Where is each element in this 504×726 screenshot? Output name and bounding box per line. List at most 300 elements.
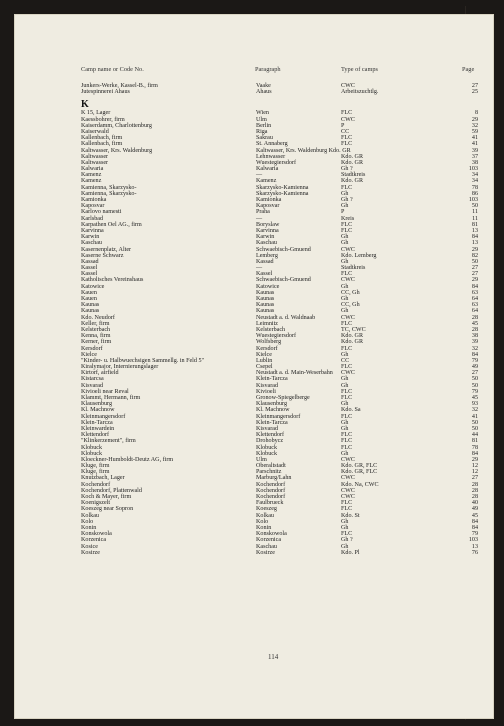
camp-name-cell: Kassel: [81, 265, 98, 272]
page-ref-cell: 38: [471, 159, 478, 166]
page-ref-cell: 34: [471, 178, 478, 185]
header-paragraph: Paragraph: [255, 66, 281, 73]
page-ref-cell: 29: [471, 277, 478, 284]
camp-name-cell: Kasernenplatz, Alter: [81, 246, 132, 253]
page-ref-cell: 29: [471, 116, 478, 123]
camp-type-cell: Kdo. GR: [341, 339, 364, 346]
camp-name-cell: Kamionka: [81, 197, 107, 203]
camp-type-cell: FLC: [341, 413, 353, 420]
page-ref-cell: 13: [471, 543, 478, 550]
camp-name-cell: Klausenburg: [81, 401, 113, 408]
camp-name-cell: Kaltwasser: [81, 159, 109, 166]
paragraph-cell: Lemberg: [256, 252, 278, 259]
camp-type-cell: Kdo. Pl: [341, 549, 360, 556]
camp-name-cell: Kauen: [81, 296, 97, 302]
camp-type-cell: Kdo. GR: [341, 333, 364, 340]
page-ref-cell: 39: [471, 147, 478, 154]
camp-name-cell: Koch & Mayer, firm: [81, 494, 132, 500]
camp-name-cell: Karlsbad: [81, 215, 103, 222]
paragraph-cell: Kochendorf: [256, 487, 286, 494]
page-ref-cell: 27: [471, 271, 478, 278]
camp-type-cell: Gh: [341, 401, 349, 408]
paragraph-cell: Wien: [256, 110, 269, 117]
camp-name-cell: Kaunas: [81, 308, 100, 315]
camp-type-cell: CWC: [341, 456, 355, 463]
camp-type-cell: FLC: [341, 388, 353, 395]
camp-type-cell: FLC: [341, 135, 353, 142]
page-ref-cell: 45: [471, 395, 478, 401]
paragraph-cell: Leimnitz: [256, 320, 278, 327]
page-ref-cell: 84: [471, 234, 478, 241]
paragraph-cell: Kaltwasser, Krs. Waldenburg Kdo. GR: [256, 147, 351, 154]
camp-type-cell: P: [341, 209, 345, 216]
camp-name-cell: "Klinkerzement", firm: [81, 438, 136, 445]
camp-type-cell: CWC: [341, 475, 355, 482]
camp-type-cell: CC, Gh: [341, 289, 360, 296]
page-ref-cell: 27: [471, 370, 478, 377]
camp-name-cell: Kaposvar: [81, 203, 105, 210]
camp-name-cell: Kalwaria: [81, 166, 104, 173]
page-ref-cell: 84: [471, 518, 478, 525]
paragraph-cell: Kaunas: [256, 308, 275, 315]
camp-name-cell: Kamienna, Skarzysko-: [81, 184, 137, 191]
paragraph-cell: Kersdorf: [256, 345, 278, 352]
page-ref-cell: 64: [471, 296, 478, 302]
paragraph-cell: Katowice: [256, 283, 280, 290]
camp-name-cell: Karpathen Oel AG., firm: [81, 221, 142, 228]
paragraph-cell: Kaposvar: [256, 203, 280, 210]
camp-type-cell: Kdo. Na, CWC: [341, 481, 379, 488]
paragraph-cell: Klein-Tarcza: [256, 376, 288, 383]
camp-type-cell: Kdo. St: [341, 512, 360, 519]
camp-type-cell: Kreis: [341, 215, 355, 222]
paragraph-cell: Vaake: [256, 83, 271, 89]
camp-name-cell: Konskowola: [81, 531, 112, 538]
camp-type-cell: Gh: [341, 283, 349, 290]
paragraph-cell: Klobuck: [256, 450, 277, 457]
camp-type-cell: Stadtkreis: [341, 172, 366, 179]
camp-type-cell: Gh: [341, 382, 349, 389]
paragraph-cell: Lehnwasser: [256, 153, 286, 160]
paragraph-cell: Kochendorf: [256, 481, 286, 488]
paragraph-cell: Kisvarad: [256, 382, 278, 389]
paragraph-cell: Kolkau: [256, 512, 274, 519]
camp-type-cell: Kdo. GR: [341, 159, 364, 166]
camp-type-cell: Kdo. Lemberg: [341, 252, 377, 259]
camp-type-cell: Gh: [341, 234, 349, 241]
paragraph-cell: Faulbrueck: [256, 500, 284, 507]
camp-type-cell: Gh ?: [341, 166, 353, 173]
page-number: 114: [268, 653, 279, 661]
paragraph-cell: Kalwaria: [256, 166, 279, 173]
camp-name-cell: Kaltwasser, Krs. Waldenburg: [81, 147, 153, 154]
camp-name-cell: Kassad: [81, 258, 99, 265]
camp-name-cell: Kassel: [81, 271, 98, 278]
paragraph-cell: Koeszeg: [256, 506, 277, 513]
camp-type-cell: Gh: [341, 351, 349, 358]
page-ref-cell: 41: [471, 141, 478, 148]
camp-type-cell: CC, Gh: [341, 302, 360, 309]
camp-name-cell: Kaessbohrer, firm: [81, 116, 125, 123]
page-ref-cell: 64: [471, 308, 478, 315]
page-ref-cell: 41: [471, 135, 478, 142]
page-ref-cell: 28: [471, 487, 478, 494]
camp-name-cell: Koeszeg near Sopron: [81, 506, 134, 513]
paragraph-cell: Klausenburg: [256, 401, 288, 408]
camp-name-cell: Kaiserwald: [81, 128, 109, 135]
camp-type-cell: FLC: [341, 444, 353, 451]
page-ref-cell: 81: [471, 221, 478, 228]
paragraph-cell: Konskowola: [256, 531, 287, 538]
camp-type-cell: FLC: [341, 110, 353, 117]
camp-type-cell: Kdo. Sa: [341, 407, 361, 414]
camp-name-cell: Keller, firm: [81, 320, 110, 327]
paragraph-cell: Riga: [256, 128, 268, 135]
paragraph-cell: Ahaus: [256, 89, 272, 96]
camp-name-cell: Koenigszelt: [81, 500, 111, 507]
camp-name-cell: Katowice: [81, 283, 105, 290]
paragraph-cell: Kaunas: [256, 296, 275, 302]
paragraph-cell: Neustadt a. d. Main-Weserbahn: [256, 370, 333, 377]
camp-type-cell: CWC: [341, 494, 355, 500]
camp-type-cell: Kdo. GR: [341, 153, 364, 160]
page-ref-cell: 8: [474, 110, 478, 117]
page-ref-cell: 45: [471, 512, 478, 519]
paragraph-cell: Parschnitz: [256, 469, 282, 476]
page-ref-cell: 82: [471, 252, 478, 259]
camp-name-cell: Kl. Machnow: [81, 407, 115, 414]
camp-type-cell: FLC: [341, 500, 353, 507]
paragraph-cell: Kosirze: [256, 549, 275, 556]
camp-type-cell: FLC: [341, 227, 353, 234]
page-ref-cell: 28: [471, 314, 478, 321]
camp-type-cell: Gh: [341, 190, 349, 197]
camp-name-cell: Kallenbach, firm: [81, 141, 123, 148]
paragraph-cell: Marburg/Lahn: [256, 475, 292, 482]
camp-name-cell: K 15, Lager: [81, 110, 111, 117]
page-ref-cell: 79: [471, 357, 478, 364]
page-ref-cell: 50: [471, 258, 478, 265]
camp-type-cell: FLC: [341, 438, 353, 445]
camp-name-cell: Kochendorf: [81, 481, 111, 488]
camp-type-cell: CWC: [341, 116, 355, 123]
camp-name-cell: Klammt, Hermann, firm: [81, 395, 141, 401]
camp-type-cell: P: [341, 122, 345, 129]
camp-name-cell: Kolo: [81, 518, 94, 525]
paragraph-cell: Kolo: [256, 518, 269, 525]
paragraph-cell: Karwin: [256, 234, 275, 241]
row-gap: [81, 95, 478, 99]
page-ref-cell: 76: [471, 549, 478, 556]
camp-type-cell: Gh: [341, 296, 349, 302]
paragraph-cell: Korzenica: [256, 537, 282, 544]
camp-name-cell: Klobuck: [81, 450, 102, 457]
page-ref-cell: 93: [471, 401, 478, 408]
paragraph-cell: Csepel: [256, 364, 273, 371]
camp-name-cell: Junkers-Werke, Kassel-B., firm: [81, 83, 158, 89]
page-ref-cell: 28: [471, 494, 478, 500]
camp-name-cell: Karwin: [81, 234, 100, 241]
camp-type-cell: FLC: [341, 184, 353, 191]
paragraph-cell: Praha: [256, 209, 270, 216]
camp-name-cell: Kleinmangersdorf: [81, 413, 126, 420]
page-ref-cell: 81: [471, 438, 478, 445]
camp-type-cell: Gh: [341, 524, 349, 531]
page-ref-cell: 32: [471, 122, 478, 129]
camp-type-cell: CWC: [341, 83, 355, 89]
page-ref-cell: 28: [471, 326, 478, 333]
page-ref-cell: 32: [471, 345, 478, 352]
page-ref-cell: 37: [471, 153, 478, 160]
camp-name-cell: Kistarcsa: [81, 376, 104, 383]
paragraph-cell: —: [256, 265, 263, 272]
camp-name-cell: Kluge, firm: [81, 469, 110, 476]
paragraph-cell: Kassad: [256, 258, 274, 265]
page-ref-cell: 13: [471, 240, 478, 247]
camp-type-cell: TC, CWC: [341, 326, 366, 333]
paragraph-cell: Klein-Tarcza: [256, 419, 288, 426]
page-ref-cell: 27: [471, 475, 478, 482]
paragraph-cell: Schwaebisch-Gmuend: [256, 246, 311, 253]
paragraph-cell: Kl. Machnow: [256, 407, 290, 414]
camp-name-cell: Kirtorf, airfield: [81, 370, 119, 377]
paragraph-cell: Sakrau: [256, 135, 273, 142]
camp-name-cell: Kdo. Neudorf: [81, 314, 115, 321]
camp-name-cell: Kloeckner-Humboldt-Deutz AG, firm: [81, 456, 174, 463]
paragraph-cell: Klettendorf: [256, 432, 285, 439]
camp-type-cell: CC: [341, 357, 350, 364]
camp-name-cell: Kolkau: [81, 512, 99, 519]
page-ref-cell: 63: [471, 289, 478, 296]
page-ref-cell: 50: [471, 203, 478, 210]
paragraph-cell: Kielce: [256, 351, 272, 358]
camp-type-cell: FLC: [341, 506, 353, 513]
camp-type-cell: FLC: [341, 141, 353, 148]
camp-name-cell: Kenna, firm: [81, 333, 111, 340]
camp-type-cell: CC: [341, 128, 350, 135]
camp-name-cell: Kamenz: [81, 178, 102, 185]
camp-name-cell: Kauen: [81, 289, 97, 296]
camp-type-cell: Gh: [341, 203, 349, 210]
page-ref-cell: 11: [472, 209, 478, 216]
page-ref-cell: 103: [468, 197, 478, 203]
page-ref-cell: 59: [471, 128, 478, 135]
camp-name-cell: Kaltwasser: [81, 153, 109, 160]
paragraph-cell: Wuestegiersdorf: [256, 159, 297, 166]
page-ref-cell: 32: [471, 407, 478, 414]
page-ref-cell: 50: [471, 382, 478, 389]
camp-name-cell: Kerner, firm: [81, 339, 112, 346]
paragraph-cell: Kamenz: [256, 178, 277, 185]
page-ref-cell: 50: [471, 376, 478, 383]
camp-name-cell: Jutespinnerei Ahaus: [81, 89, 130, 96]
page-ref-cell: 103: [468, 537, 478, 544]
paragraph-cell: Skarzysko-Kamienna: [256, 190, 309, 197]
paragraph-cell: Neustadt a. d. Waldnaab: [256, 314, 316, 321]
camp-name-cell: Kochendorf, Plattenwald: [81, 487, 142, 494]
camp-name-cell: Klobuck: [81, 444, 102, 451]
page-ref-cell: 45: [471, 320, 478, 327]
camp-name-cell: "Kinder- u. Halbwuechsigen Sammellg. in Feld 5": [81, 357, 204, 364]
page-ref-cell: 27: [471, 265, 478, 272]
paragraph-cell: Schwaebisch-Gmuend: [256, 277, 311, 284]
page-ref-cell: 79: [471, 531, 478, 538]
paragraph-cell: Kleinmangersdorf: [256, 413, 301, 420]
paragraph-cell: Karvinna: [256, 227, 279, 234]
camp-name-cell: Knutzbach, Lager: [81, 475, 125, 482]
page-ref-cell: 41: [471, 413, 478, 420]
paragraph-cell: Kelsterbach: [256, 326, 286, 333]
page-ref-cell: 78: [471, 444, 478, 451]
paragraph-cell: Oberaltstadt: [256, 463, 286, 470]
page-ref-cell: 25: [471, 89, 478, 96]
paragraph-cell: —: [256, 215, 263, 222]
camp-name-cell: Kivioeli near Reval: [81, 388, 129, 395]
camp-index-list: [81, 83, 478, 556]
paragraph-cell: Kaunas: [256, 289, 275, 296]
camp-type-cell: Gh: [341, 518, 349, 525]
camp-type-cell: Gh: [341, 308, 349, 315]
camp-type-cell: FLC: [341, 364, 353, 371]
page-ref-cell: 63: [471, 302, 478, 309]
page-ref-cell: 49: [471, 506, 478, 513]
camp-name-cell: Kallenbach, firm: [81, 135, 123, 142]
page-ref-cell: 84: [471, 283, 478, 290]
camp-type-cell: Gh: [341, 376, 349, 383]
page-ref-cell: 50: [471, 425, 478, 432]
camp-name-cell: Katholisches Vereinshaus: [81, 277, 144, 284]
camp-name-cell: Kielce: [81, 351, 97, 358]
camp-name-cell: Klettendorf: [81, 432, 110, 439]
camp-name-cell: Kleinwardein: [81, 425, 115, 432]
page-ref-cell: 78: [471, 184, 478, 191]
page-ref-cell: 11: [472, 215, 478, 222]
paragraph-cell: —: [256, 172, 263, 179]
page-ref-cell: 40: [471, 500, 478, 507]
page-ref-cell: 50: [471, 419, 478, 426]
paragraph-cell: Kaschau: [256, 543, 277, 550]
camp-type-cell: Kdo. GR, FLC: [341, 463, 378, 470]
paragraph-cell: Kochendorf: [256, 494, 286, 500]
camp-name-cell: Kamienna, Skarzysko-: [81, 190, 137, 197]
page-ref-cell: 86: [471, 190, 478, 197]
header-camp-name: Camp name or Code No.: [81, 66, 144, 73]
camp-type-cell: Gh: [341, 419, 349, 426]
camp-type-cell: CWC: [341, 487, 355, 494]
camp-name-cell: Kisvarad: [81, 382, 103, 389]
page-ref-cell: 12: [471, 463, 478, 470]
camp-name-cell: Kelsterbach: [81, 326, 111, 333]
camp-type-cell: Kdo. GR: [341, 178, 364, 185]
camp-type-cell: CWC: [341, 370, 355, 377]
camp-name-cell: Kaserne Schwarz: [81, 252, 124, 259]
paragraph-cell: Lublin: [256, 357, 273, 364]
paragraph-cell: Kivioeli: [256, 388, 276, 395]
camp-type-cell: Gh ?: [341, 537, 353, 544]
table-row: [81, 550, 478, 556]
paragraph-cell: Kamionka: [256, 197, 282, 203]
camp-name-cell: Korzenica: [81, 537, 107, 544]
page-ref-cell: 29: [471, 246, 478, 253]
header-type: Type of camps: [341, 66, 378, 73]
paragraph-cell: Wolfsberg: [256, 339, 282, 346]
camp-type-cell: Gh: [341, 240, 349, 247]
camp-type-cell: Stadtkreis: [341, 265, 366, 272]
camp-name-cell: Karvinna: [81, 227, 104, 234]
camp-name-cell: Kaschau: [81, 240, 102, 247]
paragraph-cell: Klobuck: [256, 444, 277, 451]
camp-type-cell: FLC: [341, 271, 353, 278]
paragraph-cell: Kisvarad: [256, 425, 278, 432]
section-letter: K: [81, 99, 89, 111]
paragraph-cell: Wuestegiersdorf: [256, 333, 297, 340]
paragraph-cell: Kaschau: [256, 240, 277, 247]
paragraph-cell: Drohobycz: [256, 438, 284, 445]
paragraph-cell: Berlin: [256, 122, 272, 129]
camp-type-cell: CWC: [341, 314, 355, 321]
camp-type-cell: Gh: [341, 258, 349, 265]
camp-name-cell: Kamenz: [81, 172, 102, 179]
paragraph-cell: Kaunas: [256, 302, 275, 309]
paragraph-cell: Kassel: [256, 271, 273, 278]
camp-name-cell: Kosirze: [81, 549, 100, 556]
page-ref-cell: 28: [471, 481, 478, 488]
camp-type-cell: FLC: [341, 531, 353, 538]
page-ref-cell: 84: [471, 524, 478, 531]
camp-type-cell: FLC: [341, 221, 353, 228]
camp-type-cell: Gh ?: [341, 197, 353, 203]
camp-name-cell: Kersdorf: [81, 345, 103, 352]
camp-name-cell: Kaiserdamm, Charlottenburg: [81, 122, 152, 129]
document-page: [14, 14, 494, 719]
camp-name-cell: Klein-Tarcza: [81, 419, 113, 426]
camp-type-cell: Gh: [341, 543, 349, 550]
camp-name-cell: Kaunas: [81, 302, 100, 309]
page-ref-cell: 27: [471, 83, 478, 89]
camp-type-cell: Kdo. GR, FLC: [341, 469, 378, 476]
camp-name-cell: Kosice: [81, 543, 98, 550]
page-ref-cell: 12: [471, 469, 478, 476]
paragraph-cell: Ulm: [256, 116, 267, 123]
camp-type-cell: CWC: [341, 246, 355, 253]
camp-name-cell: Konin: [81, 524, 97, 531]
page-ref-cell: 103: [468, 166, 478, 173]
camp-type-cell: FLC: [341, 320, 353, 327]
header-page: Page: [462, 66, 475, 73]
page-ref-cell: 79: [471, 388, 478, 395]
page-ref-cell: 84: [471, 450, 478, 457]
camp-type-cell: Gh: [341, 425, 349, 432]
camp-type-cell: CWC: [341, 277, 355, 284]
camp-type-cell: FLC: [341, 432, 353, 439]
page-ref-cell: 84: [471, 351, 478, 358]
camp-name-cell: Kiralymajor, Internierungslager: [81, 364, 159, 371]
camp-type-cell: FLC: [341, 345, 353, 352]
page-ref-cell: 29: [471, 456, 478, 463]
page-ref-cell: 13: [471, 227, 478, 234]
page-ref-cell: 49: [471, 364, 478, 371]
page-ref-cell: 44: [471, 432, 478, 439]
paragraph-cell: Boryslaw: [256, 221, 280, 228]
paragraph-cell: Skarzysko-Kamienna: [256, 184, 309, 191]
paragraph-cell: Konin: [256, 524, 272, 531]
paragraph-cell: St. Annaberg: [256, 141, 288, 148]
camp-name-cell: Kluge, firm: [81, 463, 110, 470]
page-ref-cell: 39: [471, 339, 478, 346]
camp-type-cell: Gh: [341, 450, 349, 457]
camp-name-cell: Karlovo namesti: [81, 209, 122, 216]
paragraph-cell: Gronow-Spiegelberge: [256, 395, 310, 401]
